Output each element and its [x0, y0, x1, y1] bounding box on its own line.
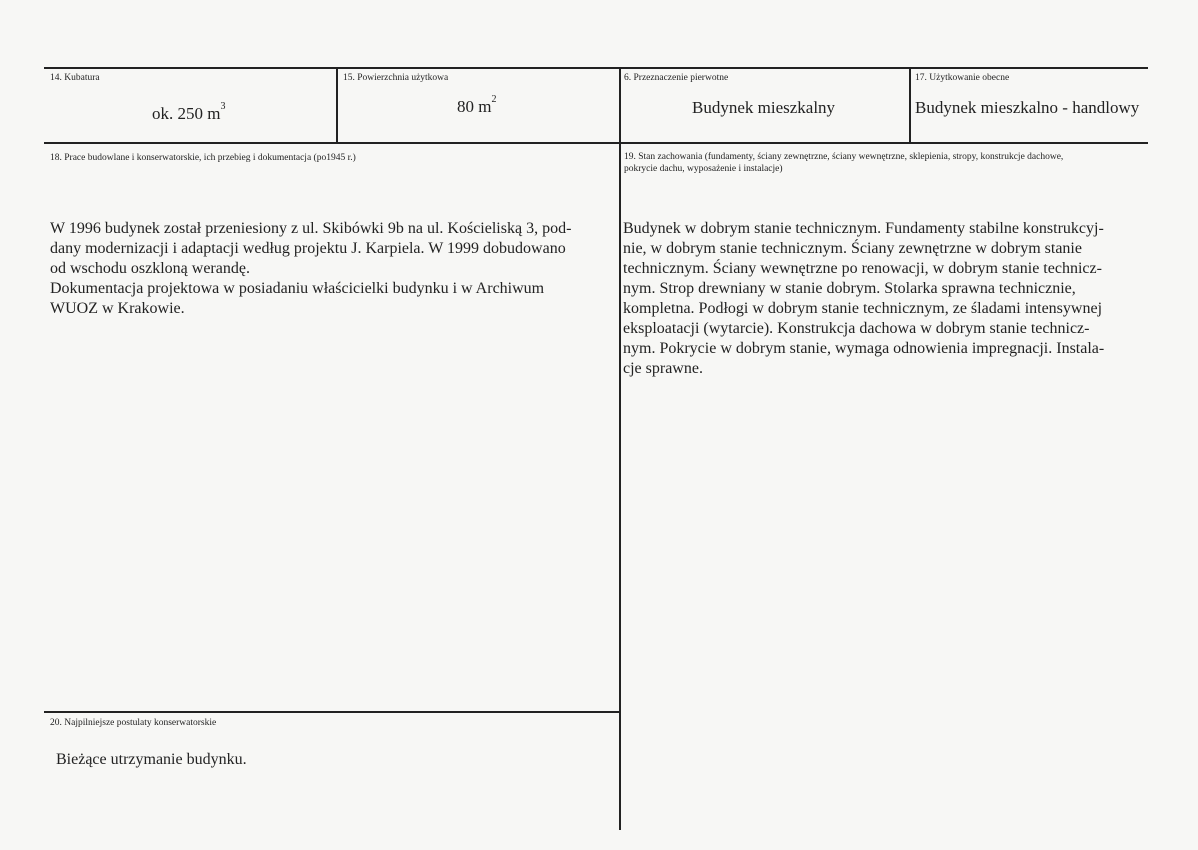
powierzchnia-value [457, 94, 497, 117]
przeznaczenie-label: 6. Przeznaczenie pierwotne [624, 73, 729, 83]
stan-label-line: pokrycie dachu, wyposażenie i instalacje) [624, 164, 783, 174]
stan-line: cje sprawne. [623, 360, 703, 377]
stan-line: eksploatacji (wytarcie). Konstrukcja dachowa w dobrym stanie technicz- [623, 320, 1090, 337]
stan-line: nym. Strop drewniany w stanie dobrym. Stolarka sprawna technicznie, [623, 280, 1076, 297]
section-20-divider-line [44, 711, 620, 713]
kubatura-label: 14. Kubatura [50, 73, 100, 83]
stan-text [623, 219, 1143, 379]
prace-line: WUOZ w Krakowie. [50, 300, 185, 317]
stan-line: nie, w dobrym stanie technicznym. Ściany zewnętrzne w dobrym stanie [623, 240, 1082, 257]
prace-line: od wschodu oszkloną werandę. [50, 260, 250, 277]
postulaty-label: 20. Najpilniejsze postulaty konserwatorskie [50, 718, 217, 728]
przeznaczenie-value: Budynek mieszkalny [692, 98, 836, 117]
column-divider-line-3 [909, 67, 911, 144]
powierzchnia-unit-exponent: 2 [491, 94, 497, 105]
prace-line: W 1996 budynek został przeniesiony z ul. Skibówki 9b na ul. Kościeliską 3, pod- [50, 220, 572, 237]
stan-label-line: 19. Stan zachowania (fundamenty, ściany zewnętrzne, ściany wewnętrzne, sklepienia, stropy, konstrukcje dachowe, [624, 152, 1064, 162]
row-divider-line [44, 142, 1148, 144]
kubatura-value-text: ok. 250 m [152, 104, 221, 123]
powierzchnia-label: 15. Powierzchnia użytkowa [343, 73, 449, 83]
uzytkowanie-value: Budynek mieszkalno - handlowy [915, 98, 1140, 117]
stan-line: Budynek w dobrym stanie technicznym. Fundamenty stabilne konstrukcyj- [623, 220, 1104, 237]
prace-line: Dokumentacja projektowa w posiadaniu właścicielki budynku i w Archiwum [50, 280, 545, 297]
prace-label: 18. Prace budowlane i konserwatorskie, ich przebieg i dokumentacja (po1945 r.) [50, 153, 356, 163]
top-border-line [44, 67, 1148, 69]
column-divider-line-1 [336, 67, 338, 144]
stan-line: kompletna. Podłogi w dobrym stanie technicznym, ze śladami intensywnej [623, 300, 1103, 317]
prace-text [50, 219, 610, 319]
kubatura-unit-exponent: 3 [220, 101, 226, 112]
prace-line: dany modernizacji i adaptacji według projektu J. Karpiela. W 1999 dobudowano [50, 240, 566, 257]
stan-label [624, 151, 1063, 175]
powierzchnia-value-text: 80 m [457, 97, 492, 116]
uzytkowanie-label: 17. Użytkowanie obecne [915, 73, 1010, 83]
stan-line: technicznym. Ściany wewnętrzne po renowacji, w dobrym stanie technicz- [623, 260, 1102, 277]
postulaty-value: Bieżące utrzymanie budynku. [56, 751, 247, 768]
column-divider-line-center [619, 67, 621, 830]
kubatura-value [152, 101, 226, 124]
stan-line: nym. Pokrycie w dobrym stanie, wymaga odnowienia impregnacji. Instala- [623, 340, 1105, 357]
